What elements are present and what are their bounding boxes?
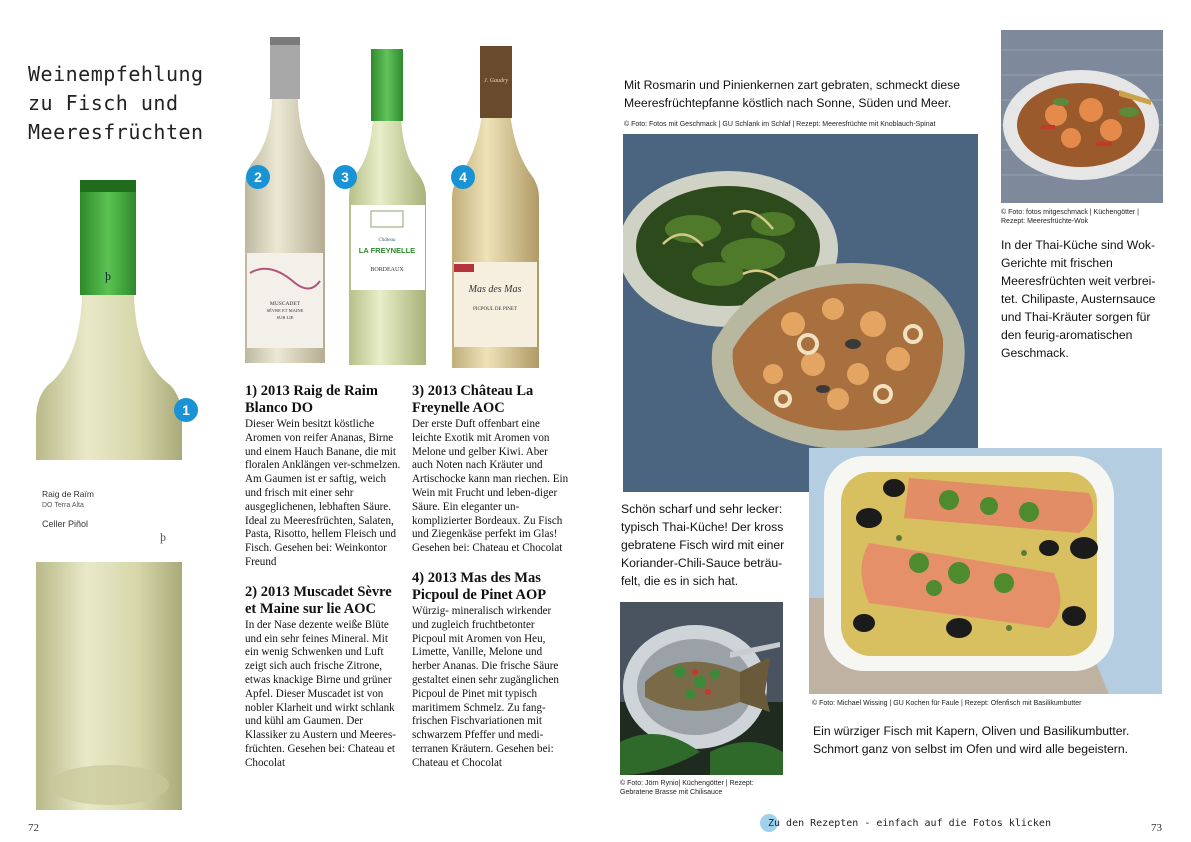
bottle-2-label-line-3: SUR LIE: [276, 315, 294, 320]
wine-1-title: 1) 2013 Raig de Raim Blanco DO: [245, 383, 378, 416]
bottle-1-badge: 1: [174, 398, 198, 422]
wine-4-text: Würzig- mineralisch wirkender und zugleich fruchtbetonter Picpoul mit Aromen von Heu, Limette, Vanille, Melone und herber Ananas. Die frische Säure gestaltet einen sehr zugänglichen Picpoul de Pinet mit typisch maritimem Schmelz. Zu fang-frischen Fischvariationen mit schwarzem Pfeffer und medi-terranen Kräutern. Gesehen bei: Chateau et Chocolat: [412, 604, 559, 769]
bottle-3-label-line-1: Château: [378, 238, 396, 243]
page-number-right: 73: [1151, 822, 1162, 834]
wine-4-title: 4) 2013 Mas des Mas Picpoul de Pinet AOP: [412, 569, 547, 603]
bottle-2-image: [240, 33, 330, 369]
recipe-4-caption: Ein würziger Fisch mit Kapern, Oliven und Basilikumbutter. Schmort ganz von selbst im Ofen und wird alle begeistern.: [813, 724, 1130, 756]
wine-entry-4: [412, 570, 570, 771]
wine-entry-3: [412, 383, 570, 556]
bottle-3-label-line-3: BORDEAUX: [370, 267, 404, 273]
recipe-4-photo[interactable]: [809, 448, 1162, 694]
recipe-3-photo[interactable]: [620, 602, 783, 775]
bottle-2-label-line-1: MUSCADET: [269, 301, 301, 307]
bottle-4-label-line-2: PICPOUL DE PINET: [473, 307, 517, 312]
wine-3-text: Der erste Duft offenbart eine leichte Exotik mit Aromen von Melone und gelber Kiwi. Aber auch Noten nach Kräuter und Artischocke kann man riechen. Ein Wein mit Frucht und leben-diger Säure. Ein eleganter un-komplizierter Bordeaux. Zu Fisch und Ziegenkäse perfekt im Glas! Gesehen bei: Chateau et Chocolat: [412, 418, 569, 555]
bottle-2-label-line-2: SÈVRE ET MAINE: [266, 308, 304, 313]
bottle-4-image: [448, 42, 543, 372]
page-title: [28, 60, 228, 147]
wine-2-text: In der Nase dezente weiße Blüte und ein sehr feines Mineral. Mit ein wenig Schwenken und Luft zeigt sich auch frische Zitrone, etwas knackige Birne und grüner Apfel. Dieser Muscadet ist von nobler Klarheit und wirkt schlank und kühl am Gaumen. Der Klassiker zu Austern und Meeres-früchten. Gesehen bei: Chateau et Chocolat: [245, 618, 396, 769]
bottle-3-label-line-2: LA FREYNELLE: [358, 246, 416, 255]
bottle-2-badge: 2: [246, 165, 270, 189]
wine-column-left: [245, 383, 403, 771]
title-line-1: Weinempfehlung: [28, 62, 204, 86]
bottle-3-image: [345, 45, 430, 370]
recipe-1-credit: © Foto: Fotos mit Geschmack | GU Schlank im Schlaf | Rezept: Meeresfrüchte mit Knoblauch-Spinat: [624, 121, 936, 128]
title-line-3: Meeresfrüchten: [28, 120, 204, 144]
bottle-1-label-line-2: DO Terra Alta: [42, 502, 84, 509]
svg-text:þ: þ: [105, 269, 111, 283]
recipes-link[interactable]: [760, 814, 1051, 832]
wine-2-title: 2) 2013 Muscadet Sèvre et Maine sur lie AOC: [245, 583, 392, 617]
bottle-4-label-line-1: Mas des Mas: [468, 284, 522, 295]
recipe-4-credit: © Foto: Michael Wissing | GU Kochen für Faule | Rezept: Ofenfisch mit Basilikumbutter: [812, 700, 1082, 707]
page-number-left: 72: [28, 822, 39, 834]
recipe-1-photo[interactable]: [623, 134, 978, 492]
svg-text:J. Gaudry: J. Gaudry: [484, 78, 508, 84]
title-line-2: zu Fisch und: [28, 91, 179, 115]
bottle-3-badge: 3: [333, 165, 357, 189]
recipe-1-caption: Mit Rosmarin und Pinienkernen zart gebraten, schmeckt diese Meeresfrüchtepfanne köstlich nach Sonne, Süden und Meer.: [624, 78, 960, 110]
wine-entry-2: [245, 584, 403, 771]
wine-column-right: [412, 383, 570, 771]
wine-1-text: Dieser Wein besitzt köstliche Aromen von reifer Ananas, Birne und einem Hauch Banane, die mit floralen Anklängen ver-schmelzen. Am Gaumen ist er saftig, weich und frisch mit einer sehr ausgeglichenen, lebhaften Säure. Ideal zu Meeresfrüchten, Salaten, Pasta, Risotto, hellem Fleisch und Fisch. Gesehen bei: Weinkontor Freund: [245, 418, 401, 568]
bottle-1-brand: Celler Piñol: [42, 519, 89, 529]
wine-3-title: 3) 2013 Château La Freynelle AOC: [412, 383, 534, 416]
recipe-3-caption: Schön scharf und sehr lecker: typisch Thai-Küche! Der kross gebratene Fisch wird mit einer Koriander-Chili-Sauce beträu-felt, die es in sich hat.: [621, 502, 785, 588]
recipe-2-credit: © Foto: fotos mitgeschmack | Küchengötter | Rezept: Meeresfrüchte-Wok: [1001, 209, 1139, 225]
bottle-4-badge: 4: [451, 165, 475, 189]
wine-entry-1: [245, 383, 403, 570]
recipe-2-caption: In der Thai-Küche sind Wok-Gerichte mit frischen Meeresfrüchten weit verbrei-tet. Chilipaste, Austernsauce und Thai-Kräuter sorgen für den feurig-aromatischen Geschmack.: [1001, 238, 1156, 360]
svg-text:þ: þ: [160, 530, 166, 544]
recipe-3-credit: © Foto: Jörn Rynio| Küchengötter | Rezept: Gebratene Brasse mit Chilisauce: [620, 780, 754, 796]
recipes-link-label: Zu den Rezepten - einfach auf die Fotos klicken: [768, 817, 1051, 829]
recipe-2-photo[interactable]: [1001, 30, 1163, 203]
bottle-1-label-line-1: Raig de Raïm: [42, 489, 94, 499]
bottle-1-image: [20, 175, 200, 815]
